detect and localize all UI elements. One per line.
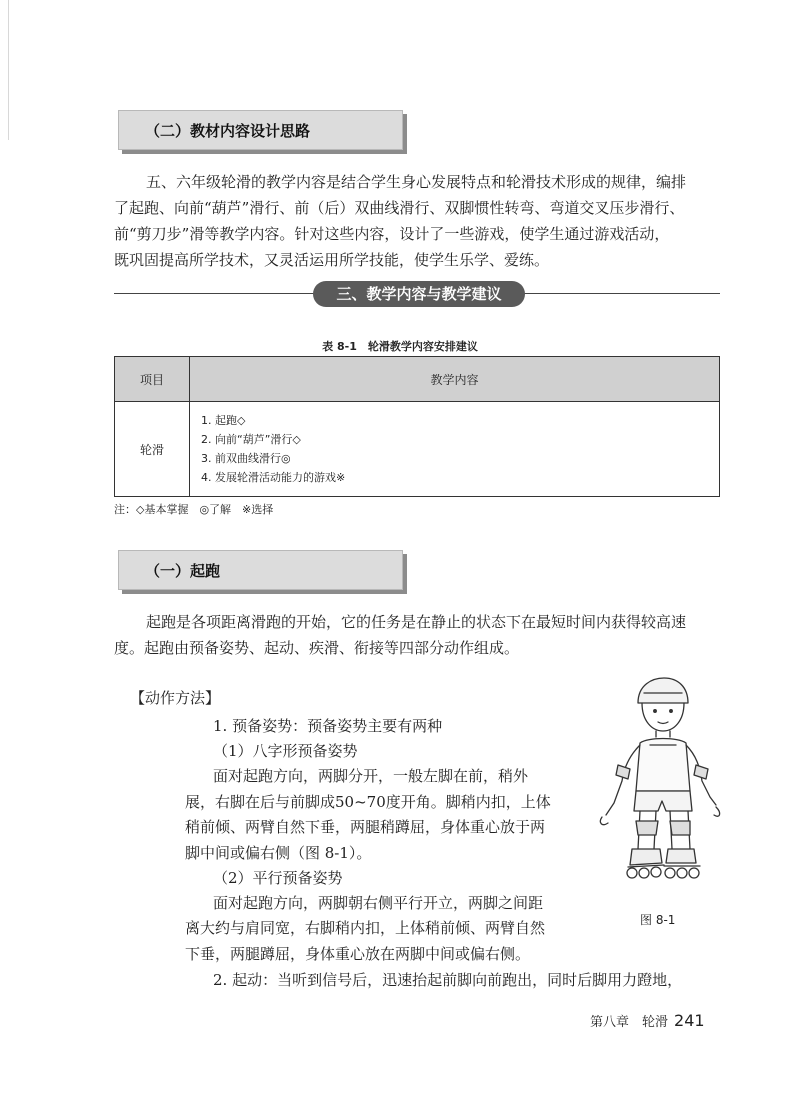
list-item: 4. 发展轮滑活动能力的游戏※ [201, 471, 346, 484]
table-header-row [115, 357, 720, 402]
method-line: 离大约与肩同宽，右脚稍内扣，上体稍前倾、两臂自然 [185, 919, 546, 937]
method-line: 下垂，两腿蹲屈，身体重心放在两脚中间或偏右侧。 [185, 945, 531, 963]
method-line: （2）平行预备姿势 [213, 869, 343, 887]
intro-line-3: 前“剪刀步”滑等教学内容。针对这些内容，设计了一些游戏，使学生通过游戏活动， [114, 225, 670, 243]
table-header-item: 项目 [115, 357, 190, 402]
table-row [115, 402, 720, 497]
start-line-2: 度。起跑由预备姿势、起动、疾滑、衔接等四部分动作组成。 [114, 639, 520, 657]
figure-label: 图 8-1 [640, 913, 676, 927]
method-line: 2. 起动：当听到信号后，迅速抬起前脚向前跑出，同时后脚用力蹬地， [213, 971, 683, 989]
method-line: 面对起跑方向，两脚朝右侧平行开立，两脚之间距 [213, 894, 544, 912]
table-caption: 表 8-1 轮滑教学内容安排建议 [322, 340, 478, 353]
section-heading-box [118, 550, 403, 590]
start-line-1: 起跑是各项距离滑跑的开始，它的任务是在静止的状态下在最短时间内获得较高速 [146, 613, 687, 631]
page-edge-line [8, 0, 9, 140]
method-heading: 【动作方法】 [130, 689, 221, 707]
section-heading-start: （一）起跑 [145, 562, 221, 580]
list-item: 2. 向前“葫芦”滑行◇ [201, 433, 301, 446]
section-heading-design: （二）教材内容设计思路 [145, 122, 311, 140]
list-item: 1. 起跑◇ [201, 414, 246, 427]
method-line: 脚中间或偏右侧（图 8-1）。 [185, 844, 372, 862]
method-line: 展，右脚在后与前脚成50~70度开角。脚稍内扣，上体 [185, 793, 551, 811]
method-line: 稍前倾、两臂自然下垂，两腿稍蹲屈，身体重心放于两 [185, 818, 546, 836]
list-item: 3. 前双曲线滑行◎ [201, 452, 291, 465]
section-heading-box [118, 110, 403, 150]
table-header-content: 教学内容 [190, 357, 720, 402]
intro-line-1: 五、六年级轮滑的教学内容是结合学生身心发展特点和轮滑技术形成的规律，编排 [146, 173, 687, 191]
table-note: 注：◇基本掌握 ◎了解 ※选择 [114, 503, 274, 516]
page-number: 241 [674, 1011, 705, 1030]
intro-line-4: 既巩固提高所学技术，又灵活运用所学技能，使学生乐学、爱练。 [114, 251, 550, 269]
content-item-list [191, 411, 718, 487]
method-line: （1）八字形预备姿势 [213, 742, 358, 760]
page-footer [590, 1011, 705, 1030]
footer-chapter: 第八章 轮滑 [590, 1015, 669, 1030]
method-line: 1. 预备姿势：预备姿势主要有两种 [213, 717, 443, 735]
part-three-title: 三、教学内容与教学建议 [313, 281, 525, 307]
skater-illustration [592, 673, 728, 885]
table-cell-items [190, 402, 720, 497]
method-line: 面对起跑方向，两脚分开，一般左脚在前，稍外 [213, 767, 529, 785]
teaching-content-table [114, 356, 720, 497]
intro-line-2: 了起跑、向前“葫芦”滑行、前（后）双曲线滑行、双脚惯性转弯、弯道交叉压步滑行、 [114, 199, 685, 217]
table-cell-category: 轮滑 [115, 402, 190, 497]
